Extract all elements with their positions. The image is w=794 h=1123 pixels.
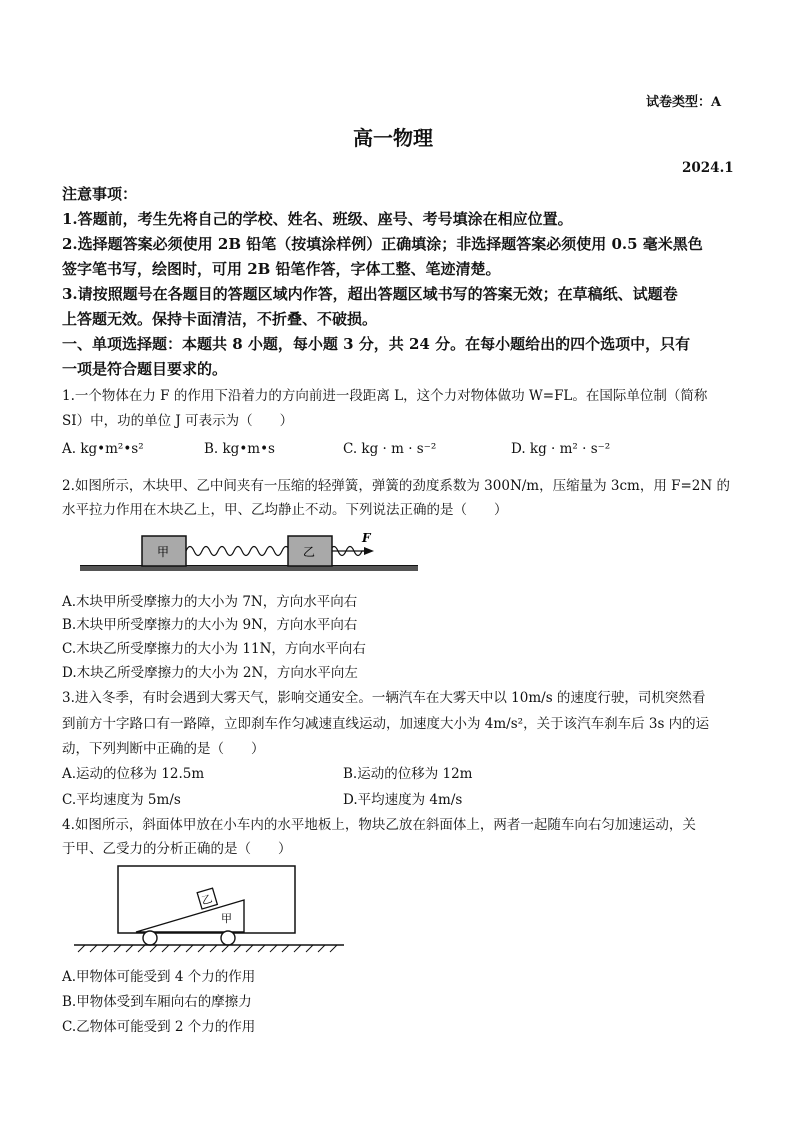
notice-item: 签字笔书写，绘图时，可用 2B 铅笔作答，字体工整、笔迹清楚。 [62,260,501,278]
ground-hatch [78,945,337,952]
q3-option-a: A.运动的位移为 12.5m [62,766,205,782]
q1-option-c: C. kg · m · s⁻² [343,441,437,457]
force-label: F [362,531,371,545]
question-1-text: SI）中，功的单位 J 可表示为（ ） [62,413,294,429]
page-title: 高一物理 [353,126,433,150]
section-heading: 一、单项选择题：本题共 8 小题，每小题 3 分，共 24 分。在每小题给出的四个选项中，只有 [62,335,691,353]
q2-option-a: A.木块甲所受摩擦力的大小为 7N，方向水平向右 [62,594,358,610]
question-3-text: 到前方十字路口有一路障，立即刹车作匀减速直线运动，加速度大小为 4m/s²，关于该汽车刹车后 3s 内的运 [62,716,710,732]
q3-option-c: C.平均速度为 5m/s [62,792,181,808]
q4-option-b: B.甲物体受到车厢向右的摩擦力 [62,994,252,1010]
wedge-label: 甲 [221,912,232,925]
q2-option-c: C.木块乙所受摩擦力的大小为 11N，方向水平向右 [62,641,366,657]
wheel-left [143,931,157,945]
q2-option-b: B.木块甲所受摩擦力的大小为 9N，方向水平向右 [62,617,358,633]
notice-item: 3.请按照题号在各题目的答题区域内作答，超出答题区域书写的答案无效；在草稿纸、试题卷 [62,285,678,303]
q2-option-d: D.木块乙所受摩擦力的大小为 2N，方向水平向左 [62,665,358,681]
q1-option-d: D. kg · m² · s⁻² [511,441,611,457]
q1-option-b: B. kg•m•s [204,441,275,457]
block-yi-label: 乙 [200,892,214,908]
block-yi-label: 乙 [303,545,316,559]
question-2-text: 2.如图所示，木块甲、乙中间夹有一压缩的轻弹簧，弹簧的劲度系数为 300N/m，压缩量为 3cm，用 F=2N 的 [62,478,731,494]
ground-hatch [80,566,418,571]
wheel-right [221,931,235,945]
spring-blocks-figure [80,528,420,580]
notice-item: 上答题无效。保持卡面清洁，不折叠、不破损。 [62,310,378,328]
q3-option-b: B.运动的位移为 12m [343,766,473,782]
question-1-text: 1.一个物体在力 F 的作用下沿着力的方向前进一段距离 L，这个力对物体做功 W=FL。在国际单位制（简称 [62,388,708,404]
block-jia-label: 甲 [157,545,170,559]
q3-option-d: D.平均速度为 4m/s [343,792,463,808]
question-4-text: 于甲、乙受力的分析正确的是（ ） [62,841,292,857]
notice-item: 2.选择题答案必须使用 2B 铅笔（按填涂样例）正确填涂；非选择题答案必须使用 0.5 毫米黑色 [62,235,703,253]
force-arrow-head [364,547,374,555]
q4-option-a: A.甲物体可能受到 4 个力的作用 [62,969,256,985]
q4-option-c: C.乙物体可能受到 2 个力的作用 [62,1019,256,1035]
question-3-text: 3.进入冬季，有时会遇到大雾天气，影响交通安全。一辆汽车在大雾天中以 10m/s 的速度行驶，司机突然看 [62,690,706,706]
paper-type: 试卷类型：A [646,95,722,110]
notice-item: 1.答题前，考生先将自己的学校、姓名、班级、座号、考号填涂在相应位置。 [62,210,573,228]
section-heading-cont: 一项是符合题目要求的。 [62,360,228,378]
q1-option-a: A. kg•m²•s² [62,441,144,457]
question-3-text: 动，下列判断中正确的是（ ） [62,741,265,757]
notice-heading: 注意事项： [62,185,138,203]
question-4-text: 4.如图所示，斜面体甲放在小车内的水平地板上，物块乙放在斜面体上，两者一起随车向右匀加速运动，关 [62,817,696,833]
question-2-text: 水平拉力作用在木块乙上，甲、乙均静止不动。下列说法正确的是（ ） [62,502,508,518]
exam-date: 2024.1 [682,160,734,176]
cart-incline-figure [74,862,346,954]
